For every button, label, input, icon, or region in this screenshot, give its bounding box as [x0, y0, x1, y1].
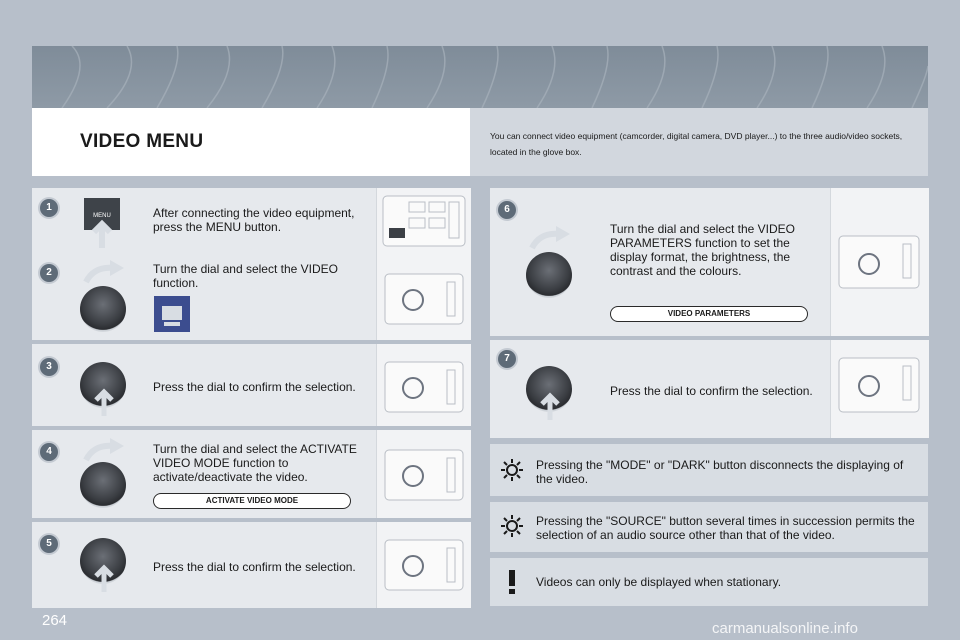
radio-thumbnail [376, 430, 471, 518]
note-3-text: Videos can only be displayed when stationary. [536, 575, 782, 589]
exclamation-icon [504, 568, 520, 596]
step-badge: 1 [40, 199, 58, 217]
page-title: VIDEO MENU [80, 131, 204, 152]
note-1-text: Pressing the "MODE" or "DARK" button disconnects the displaying of the video. [536, 458, 904, 486]
radio-thumbnail [376, 254, 471, 340]
watermark: carmanualsonline.info [712, 620, 858, 637]
step-1-panel [32, 188, 470, 254]
radio-thumbnail [376, 344, 471, 426]
step-7-text: Press the dial to confirm the selection. [610, 384, 813, 398]
video-parameters-label: VIDEO PARAMETERS [610, 306, 808, 322]
step-badge: 6 [498, 201, 516, 219]
page-number: 264 [42, 612, 68, 629]
step-badge: 2 [40, 264, 58, 282]
radio-dial-icon [377, 430, 471, 518]
note-stationary [490, 558, 928, 606]
note-source [490, 502, 928, 552]
radio-unit-icon [377, 188, 471, 254]
activate-video-mode-label: ACTIVATE VIDEO MODE [153, 493, 351, 509]
step-6-text: Turn the dial and select the VIDEO PARAMETERS function to set the display format, the brightness, the contrast and the colours. [610, 222, 795, 278]
radio-dial-icon [831, 188, 929, 336]
step-4-text: Turn the dial and select the ACTIVATE VIDEO MODE function to activate/deactivate the video. [153, 442, 357, 484]
step-2-panel [32, 254, 470, 340]
video-screen-icon [154, 296, 190, 332]
radio-dial-icon [831, 340, 929, 438]
note-2-text: Pressing the "SOURCE" button several times in succession permits the selection of an audio source other than that of the video. [536, 514, 915, 542]
step-badge: 7 [498, 350, 516, 368]
menu-button-icon [80, 194, 124, 250]
header-band [32, 46, 928, 108]
step-4-panel [32, 430, 470, 518]
turn-arrow-icon [80, 438, 130, 464]
radio-thumbnail [830, 340, 929, 438]
press-arrow-icon [92, 384, 116, 418]
step-badge: 4 [40, 443, 58, 461]
step-5-text: Press the dial to confirm the selection. [153, 560, 356, 574]
note-mode-dark [490, 444, 928, 496]
radio-thumbnail [376, 522, 471, 608]
intro-text: You can connect video equipment (camcorder, digital camera, DVD player...) to the three audio/video sockets, located in the glove box. [490, 131, 903, 157]
step-3-text: Press the dial to confirm the selection. [153, 380, 356, 394]
step-badge: 3 [40, 358, 58, 376]
decorative-stripes [32, 46, 928, 108]
turn-arrow-icon [526, 226, 576, 252]
sun-icon [500, 458, 524, 482]
press-arrow-icon [92, 560, 116, 594]
step-5-panel [32, 522, 470, 608]
turn-arrow-icon [80, 260, 130, 286]
step-1-text: After connecting the video equipment, press the MENU button. [153, 206, 355, 234]
step-6-panel [490, 188, 928, 336]
step-3-panel [32, 344, 470, 426]
dial-icon [526, 252, 572, 298]
step-7-panel [490, 340, 928, 438]
radio-dial-icon [377, 254, 471, 340]
radio-thumbnail [376, 188, 471, 254]
dial-icon [80, 286, 126, 332]
press-arrow-icon [538, 388, 562, 422]
dial-icon [80, 462, 126, 508]
svg-text:MENU: MENU [93, 213, 111, 219]
sun-icon [500, 514, 524, 538]
step-2-text: Turn the dial and select the VIDEO function. [153, 262, 338, 290]
radio-dial-icon [377, 522, 471, 608]
radio-thumbnail [830, 188, 929, 336]
step-badge: 5 [40, 535, 58, 553]
radio-dial-icon [377, 344, 471, 426]
